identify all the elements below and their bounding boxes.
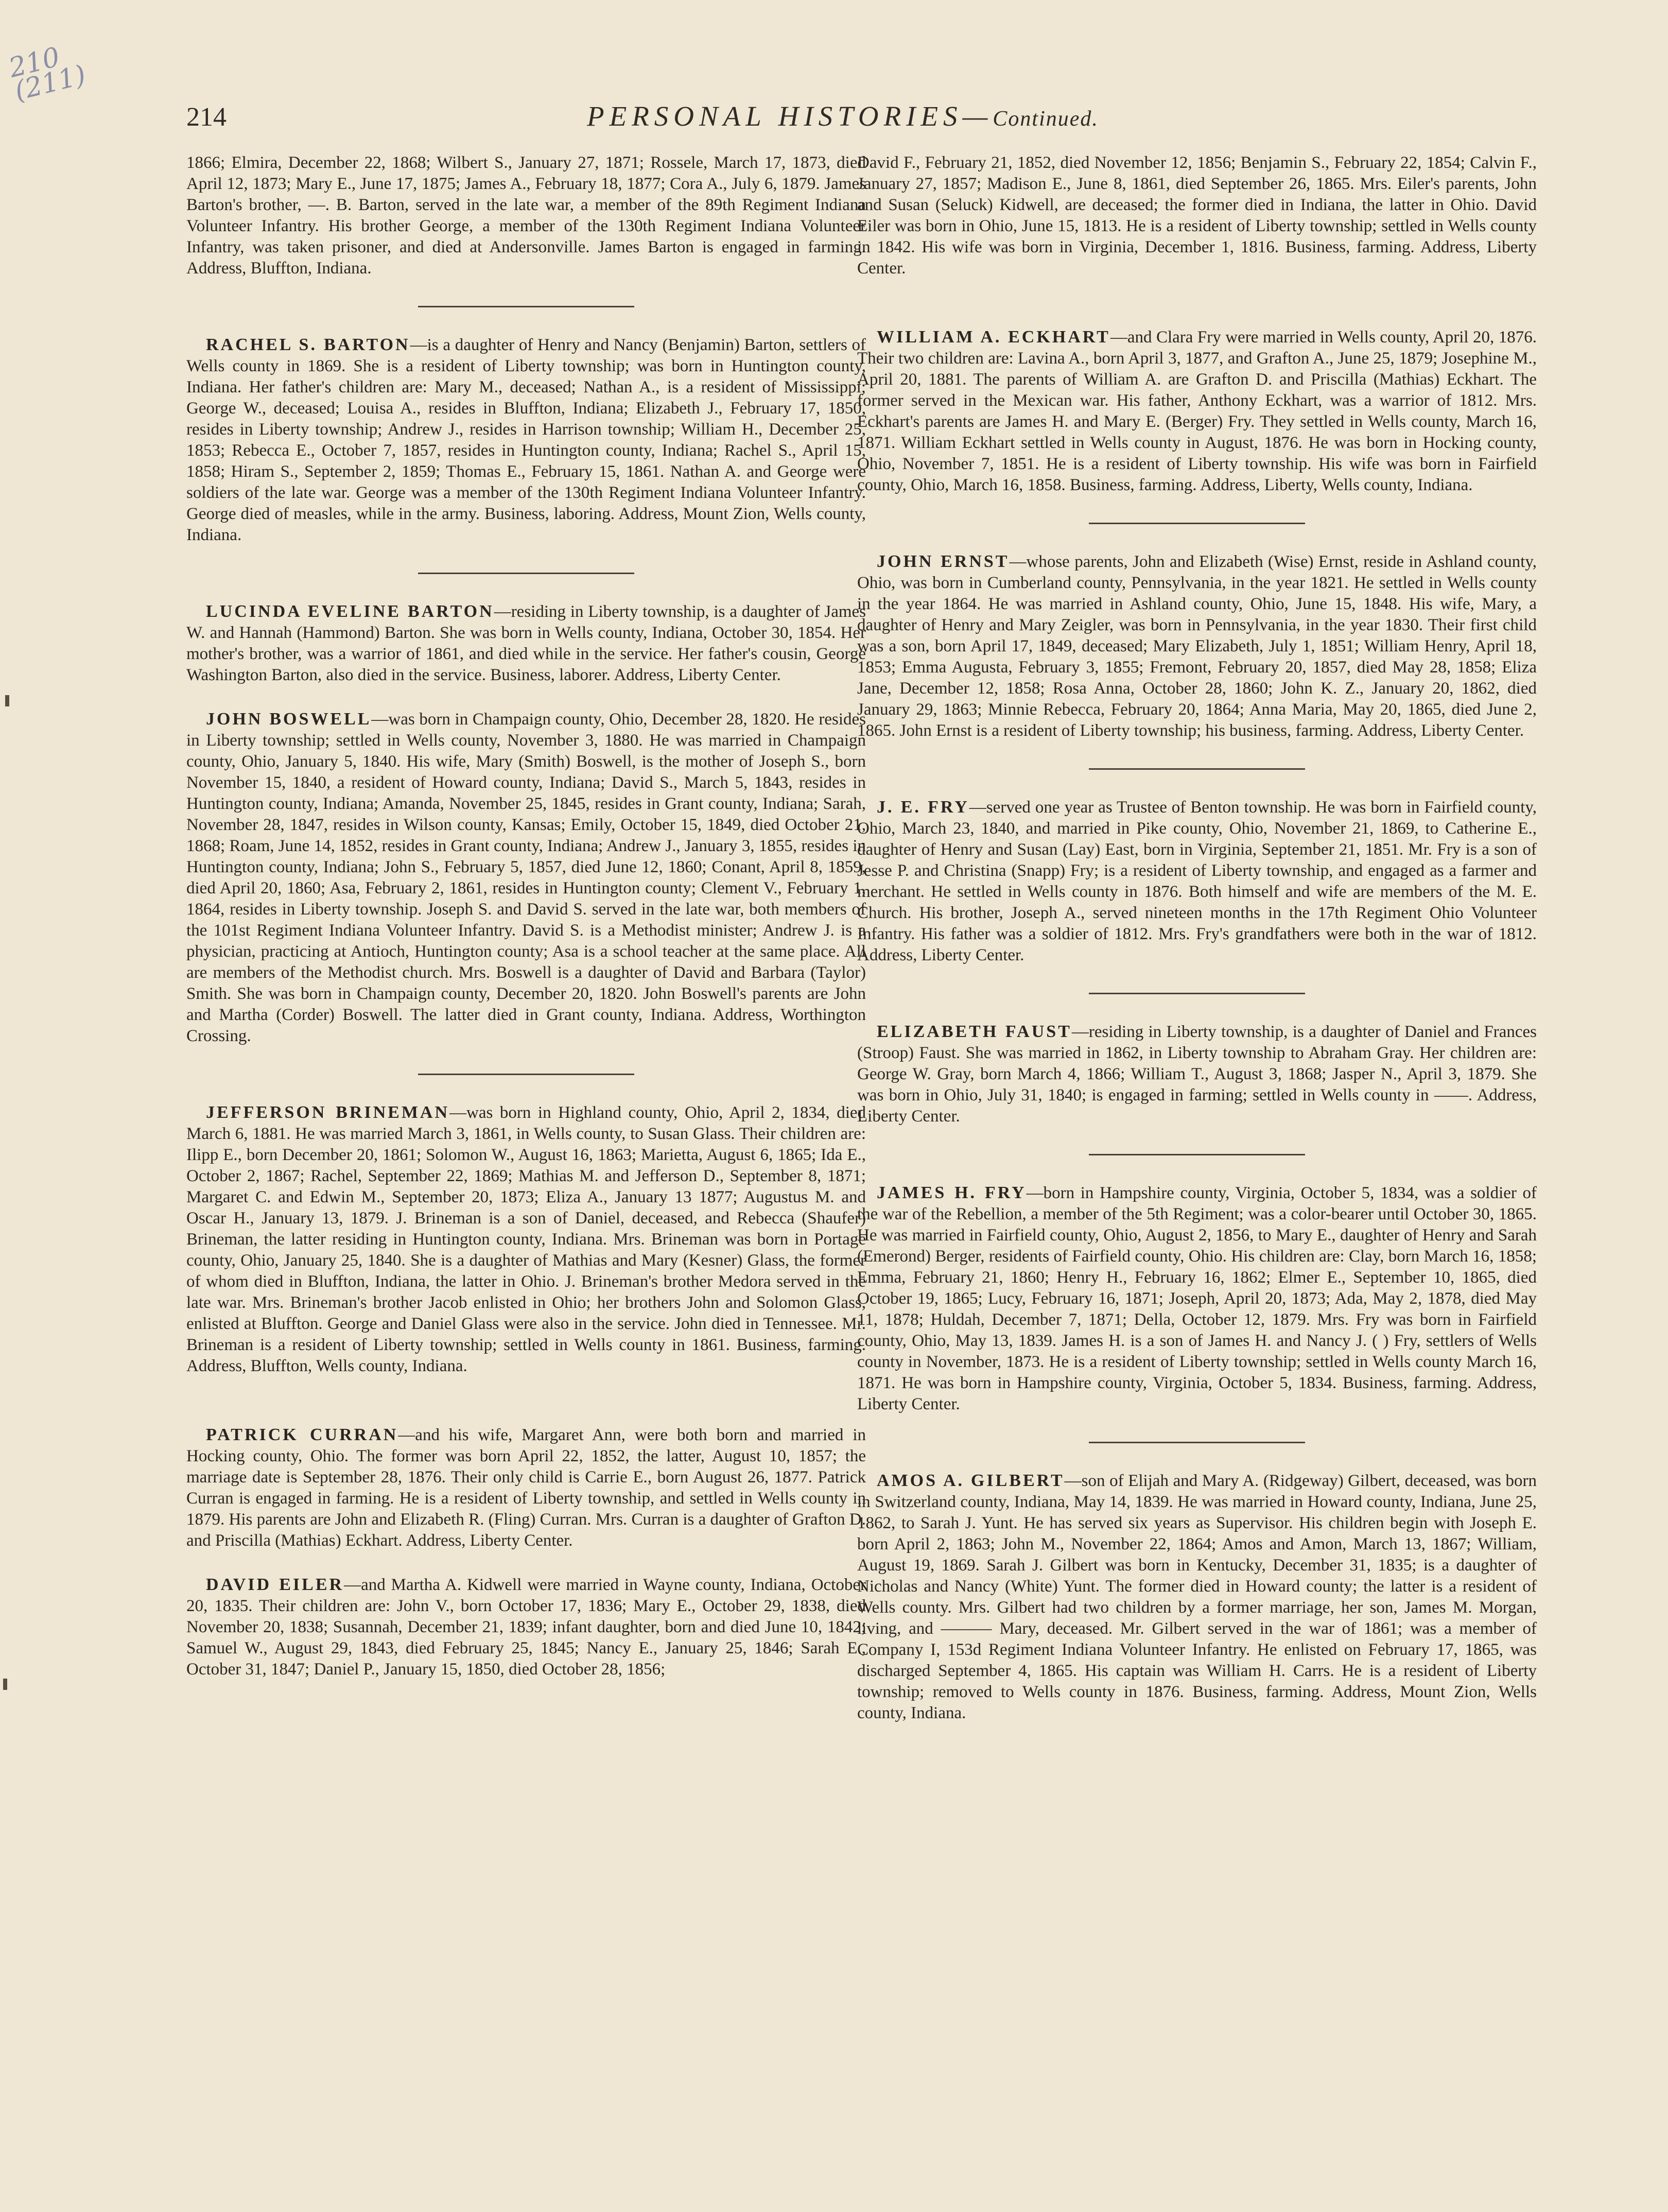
running-head-title: PERSONAL HISTORIES— (587, 100, 993, 132)
section-divider (1089, 768, 1305, 770)
section-divider (1089, 993, 1305, 994)
biography-entry (186, 1424, 866, 1551)
running-head-continued: Continued. (993, 107, 1099, 131)
entry-text: —whose parents, John and Elizabeth (Wise) Ernst, reside in Ashland county, Ohio, was born in Cumberland county, Pennsylvania, in the year 1821. He settled in Wells county in the year 1864. He was married in Ashland county, Ohio, June 15, 1848. His wife, Mary, a daughter of Henry and Mary Zeigler, was born in Pennsylvania, in the year 1830. Their first child was a son, born April 17, 1849, deceased; Mary Elizabeth, July 1, 1851; William Henry, April 18, 1853; Emma Augusta, February 3, 1855; Fremont, February 20, 1857, died May 28, 1858; Eliza Jane, December 12, 1858; Rosa Anna, October 28, 1860; John K. Z., January 20, 1862, died January 29, 1863; Minnie Rebecca, February 20, 1864; Anna Maria, May 20, 1865, died June 2, 1865. John Ernst is a resident of Liberty township; his business, farming. Address, Liberty Center. (857, 552, 1537, 740)
section-divider (1089, 1154, 1305, 1155)
entry-name: JAMES H. FRY (877, 1183, 1027, 1202)
entry-text: —son of Elijah and Mary A. (Ridgeway) Gilbert, deceased, was born in Switzerland county, Indiana, May 14, 1839. He was married in Howard county, Indiana, June 25, 1862, to Sarah J. Yunt. He has served six years as Supervisor. His children begin with Joseph E. born April 2, 1863; John M., November 22, 1864; Amos and Amon, March 13, 1867; William, August 19, 1869. Sarah J. Gilbert was born in Kentucky, December 31, 1835; is a daughter of Nicholas and Nancy (White) Yunt. The former died in Howard county; the latter is a resident of Wells county. Mrs. Gilbert had two children by a former marriage, her son, James M. Morgan, living, and ——— Mary, deceased. Mr. Gilbert served in the war of 1861; was a member of Company I, 153d Regiment Indiana Volunteer Infantry. He enlisted on February 17, 1865, was discharged September 4, 1865. His captain was William H. Carrs. He is a resident of Liberty township; removed to Wells county in 1876. Business, farming. Address, Mount Zion, Wells county, Indiana. (857, 1472, 1537, 1722)
page-number: 214 (186, 102, 227, 132)
entry-text: —was born in Highland county, Ohio, April 2, 1834, died March 6, 1881. He was married March 3, 1861, in Wells county, to Susan Glass. Their children are: Ilipp E., born December 20, 1861; Solomon W., August 16, 1863; Marietta, August 6, 1865; Ida E., October 2, 1867; Rachel, September 22, 1869; Mathias M. and Jefferson D., September 8, 1871; Margaret C. and Edwin M., September 20, 1873; Eliza A., January 13 1877; Augustus M. and Oscar H., January 13, 1879. J. Brineman is a son of Daniel, deceased, and Rebecca (Shaufer) Brineman, the latter residing in Huntington county, Indiana. Mrs. Brineman was born in Portage county, Ohio, January 25, 1840. She is a daughter of Mathias and Mary (Kesner) Glass, the former of whom died in Bluffton, Indiana, the latter in Ohio. J. Brineman's brother Medora served in the late war. Mrs. Brineman's brother Jacob enlisted in Ohio; her brothers John and Solomon Glass, enlisted at Bluffton. George and Daniel Glass were also in the service. John died in Tennessee. Mr. Brineman is a resident of Liberty township; settled in Wells county in 1861. Business, farming. Address, Bluffton, Wells county, Indiana. (186, 1103, 866, 1375)
entry-text: —and his wife, Margaret Ann, were both born and married in Hocking county, Ohio. The former was born April 22, 1852, the latter, August 10, 1857; the marriage date is September 28, 1876. Their only child is Carrie E., born August 26, 1877. Patrick Curran is engaged in farming. He is a resident of Liberty township, and settled in Wells county in 1879. His parents are John and Elizabeth R. (Fling) Curran. Mrs. Curran is a daughter of Grafton D. and Priscilla (Mathias) Eckhart. Address, Liberty Center. (186, 1426, 866, 1550)
entry-name: WILLIAM A. ECKHART (877, 327, 1110, 347)
entry-name: JOHN ERNST (877, 552, 1010, 571)
section-divider (418, 306, 634, 307)
entry-name: J. E. FRY (877, 798, 969, 817)
section-divider (418, 1074, 634, 1075)
entry-text: —served one year as Trustee of Benton township. He was born in Fairfield county, Ohio, March 23, 1840, and married in Pike county, Ohio, November 21, 1869, to Catherine E., daughter of Henry and Susan (Lay) East, born in Virginia, September 21, 1851. Mr. Fry is a son of Jesse P. and Christina (Snapp) Fry; is a resident of Liberty township, and engaged as a farmer and merchant. He settled in Wells county in 1876. Both himself and wife are members of the M. E. Church. His brother, Joseph A., served nineteen months in the 17th Regiment Ohio Volunteer Infantry. His father was a soldier of 1812. Mrs. Fry's grandfathers were both in the war of 1812. Address, Liberty Center. (857, 798, 1537, 964)
biography-entry (857, 1021, 1537, 1127)
section-divider (1089, 1442, 1305, 1443)
entry-text: —residing in Liberty township, is a daughter of James W. and Hannah (Hammond) Barton. She was born in Wells county, Indiana, October 30, 1854. Her mother's brother, was a warrior of 1861, and died while in the service. Her father's cousin, George Washington Barton, also died in the service. Business, laborer. Address, Liberty Center. (186, 602, 866, 684)
section-divider (418, 573, 634, 574)
biography-entry (186, 601, 866, 686)
continued-text: 1866; Elmira, December 22, 1868; Wilbert S., January 27, 1871; Rossele, March 17, 1873, died April 12, 1873; Mary E., June 17, 1875; James A., February 18, 1877; Cora A., July 6, 1879. James Barton's brother, —. B. Barton, served in the late war, a member of the 89th Regiment Indiana Volunteer Infantry. His brother George, a member of the 130th Regiment Indiana Volunteer Infantry, was taken prisoner, and died at Andersonville. James Barton is engaged in farming. Address, Bluffton, Indiana. (186, 153, 866, 278)
biography-entry (186, 708, 866, 1047)
continued-text: David F., February 21, 1852, died November 12, 1856; Benjamin S., February 22, 1854; Calvin F., January 27, 1857; Madison E., June 8, 1861, died September 26, 1865. Mrs. Eiler's parents, John and Susan (Seluck) Kidwell, are deceased; the former died in Indiana, the latter in Ohio. David Eiler was born in Ohio, June 15, 1813. He is a resident of Liberty township; settled in Wells county in 1842. His wife was born in Virginia, December 1, 1816. Business, farming. Address, Liberty Center. (857, 153, 1537, 278)
biography-entry (857, 1182, 1537, 1415)
entry-text: —is a daughter of Henry and Nancy (Benjamin) Barton, settlers of Wells county in 1869. She is a resident of Liberty township; was born in Huntington county, Indiana. Her father's children are: Mary M., deceased; Nathan A., is a resident of Mississippi; George W., deceased; Louisa A., resides in Bluffton, Indiana; Elizabeth J., February 17, 1850, resides in Liberty township; Andrew J., resides in Harrison township; William H., December 25, 1853; Rebecca E., October 7, 1857, resides in Huntington county, Indiana; Rachel S., April 15, 1858; Hiram S., September 2, 1859; Thomas E., February 15, 1861. Nathan A. and George were soldiers of the late war. George was a member of the 130th Regiment Indiana Volunteer Infantry. George died of measles, while in the army. Business, laboring. Address, Mount Zion, Wells county, Indiana. (186, 336, 866, 544)
entry-name: ELIZABETH FAUST (877, 1022, 1072, 1041)
entry-text: —and Clara Fry were married in Wells county, April 20, 1876. Their two children are: Lavina A., born April 3, 1877, and Grafton A., June 25, 1879; Josephine M., April 20, 1881. The parents of William A. are Grafton D. and Priscilla (Mathias) Eckhart. The former served in the Mexican war. His father, Anthony Eckhart, was a warrior of 1812. Mrs. Eckhart's parents are James H. and Mary E. (Berger) Fry. They settled in Wells county, March 16, 1871. William Eckhart settled in Wells county in August, 1876. He was born in Hocking county, Ohio, November 7, 1851. He is a resident of Liberty township. His wife was born in Fairfield county, Ohio, March 16, 1858. Business, farming. Address, Liberty, Wells county, Indiana. (857, 328, 1537, 494)
entry-text: —and Martha A. Kidwell were married in Wayne county, Indiana, October 20, 1835. Their children are: John V., born October 17, 1836; Mary E., October 29, 1838, died November 20, 1838; Susannah, December 21, 1839; infant daughter, born and died June 10, 1842; Samuel W., August 29, 1843, died February 25, 1845; Nancy E., January 25, 1846; Sarah E., October 31, 1847; Daniel P., January 15, 1850, died October 28, 1856; (186, 1576, 866, 1679)
biography-entry (186, 334, 866, 546)
entry-name: RACHEL S. BARTON (206, 335, 410, 354)
biography-entry (857, 551, 1537, 741)
section-divider (1089, 523, 1305, 524)
entry-name: JEFFERSON BRINEMAN (206, 1103, 450, 1122)
margin-mark (3, 1679, 7, 1690)
entry-text: —was born in Champaign county, Ohio, December 28, 1820. He resides in Liberty township; settled in Wells county, November 3, 1880. He was married in Champaign county, Ohio, January 5, 1840. His wife, Mary (Smith) Boswell, is the mother of Joseph S., born November 15, 1840, a resident of Howard county, Indiana; David S., March 5, 1843, resides in Huntington county, Indiana; Amanda, November 25, 1845, resides in Grant county, Indiana; Sarah, November 28, 1847, resides in Wilson county, Kansas; Emily, October 15, 1849, died October 21, 1868; Roam, June 14, 1852, resides in Grant county, Indiana; Andrew J., January 3, 1855, resides in Huntington county, Indiana; John S., February 5, 1857, died June 12, 1860; Conant, April 8, 1859, died April 20, 1860; Asa, February 2, 1861, resides in Huntington county; Clement V., February 1, 1864, resides in Liberty township. Joseph S. and David S. served in the late war, both members of the 101st Regiment Indiana Volunteer Infantry. David S. is a Methodist minister; Andrew J. is a physician, practicing at Antioch, Huntington county; Asa is a school teacher at the same place. All are members of the Methodist church. Mrs. Boswell is a daughter of David and Barbara (Taylor) Smith. She was born in Champaign county, December 20, 1820. John Boswell's parents are John and Martha (Corder) Boswell. The latter died in Grant county, Indiana. Address, Worthington Crossing. (186, 710, 866, 1045)
handwritten-page-note: 210 (211) (6, 41, 89, 107)
margin-mark (5, 695, 9, 706)
biography-entry (857, 797, 1537, 966)
right-column (857, 152, 1537, 1724)
entry-name: AMOS A. GILBERT (877, 1471, 1065, 1490)
running-head (587, 100, 1099, 132)
left-column (186, 152, 866, 1680)
entry-name: PATRICK CURRAN (206, 1425, 398, 1444)
entry-text: —residing in Liberty township, is a daughter of Daniel and Frances (Stroop) Faust. She was married in 1862, in Liberty township to Abraham Gray. Her children are: George W. Gray, born March 4, 1866; William T., August 3, 1868; Jasper N., April 3, 1879. She was born in Ohio, July 31, 1840; is engaged in farming; settled in Wells county in ——. Address, Liberty Center. (857, 1023, 1537, 1126)
entry-name: LUCINDA EVELINE BARTON (206, 602, 494, 621)
biography-entry (857, 1470, 1537, 1724)
entry-name: JOHN BOSWELL (206, 710, 372, 729)
biography-entry (186, 1574, 866, 1680)
biography-entry (857, 326, 1537, 496)
entry-text: —born in Hampshire county, Virginia, October 5, 1834, was a soldier of the war of the Rebellion, a member of the 5th Regiment; was a color-bearer until October 30, 1865. He was married in Fairfield county, Ohio, August 2, 1856, to Mary E., daughter of Henry and Sarah (Emerond) Berger, residents of Fairfield county, Ohio. His children are: Clay, born March 16, 1858; Emma, February 21, 1860; Henry H., February 16, 1862; Elmer E., September 10, 1865, died October 19, 1865; Lucy, February 16, 1871; Joseph, April 20, 1873; Ada, May 2, 1878, died May 11, 1878; Huldah, December 7, 1871; Della, October 12, 1879. Mrs. Fry was born in Fairfield county, Ohio, May 13, 1839. James H. is a son of James H. and Nancy J. ( ) Fry, settlers of Wells county in November, 1873. He is a resident of Liberty township; settled in Wells county March 16, 1871. He was born in Hampshire county, Virginia, October 5, 1834. Business, farming. Address, Liberty Center. (857, 1184, 1537, 1413)
entry-name: DAVID EILER (206, 1575, 344, 1594)
biography-entry (186, 1102, 866, 1377)
